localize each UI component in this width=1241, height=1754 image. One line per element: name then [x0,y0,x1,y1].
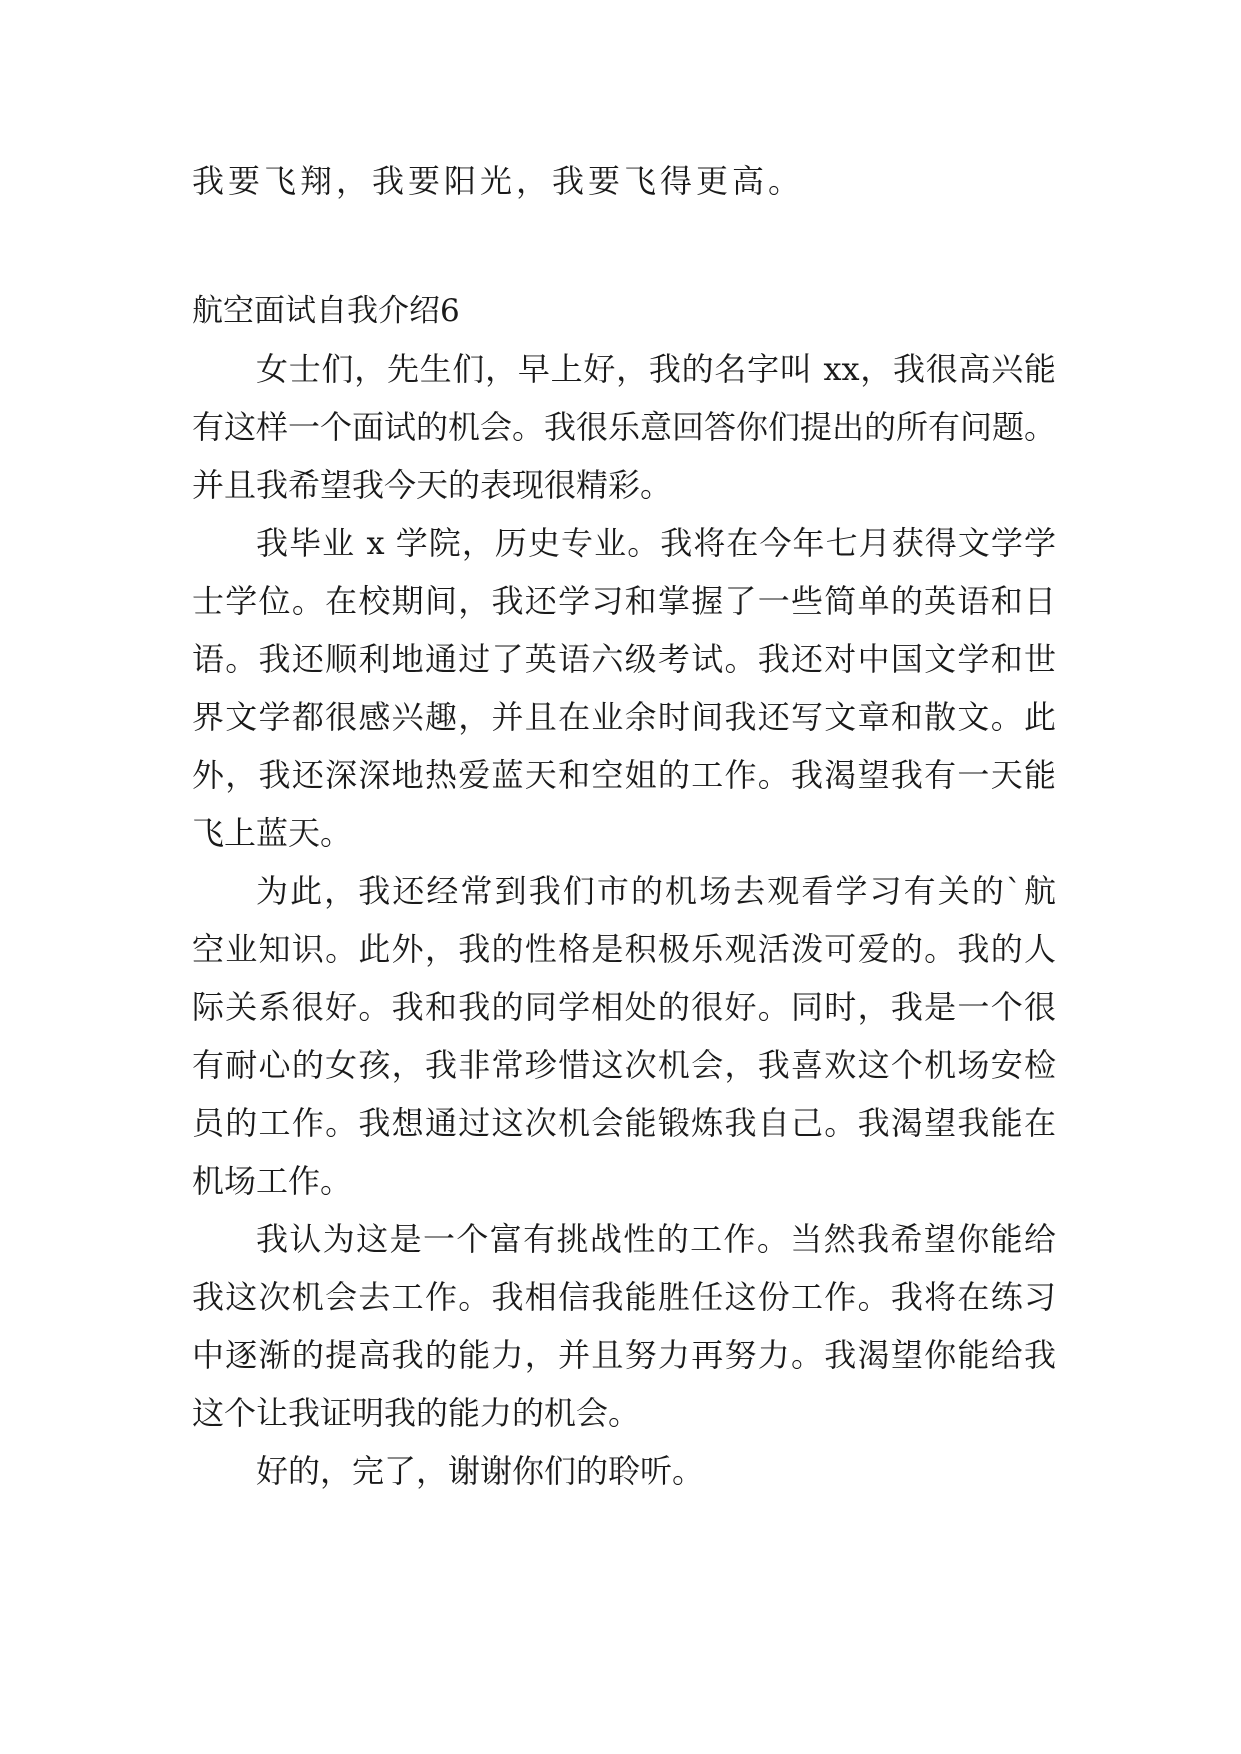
document-body [192,152,1056,1500]
paragraph-line: 我这次机会去工作。我相信我能胜任这份工作。我将在练习 [192,1278,1056,1316]
paragraph-line: 空业知识。此外，我的性格是积极乐观活泼可爱的。我的人 [192,930,1056,968]
paragraph-line: 员的工作。我想通过这次机会能锻炼我自己。我渴望我能在 [192,1104,1056,1142]
paragraph-line: 这个让我证明我的能力的机会。 [192,1394,641,1432]
paragraph-line: 界文学都很感兴趣，并且在业余时间我还写文章和散文。此 [192,698,1056,736]
paragraph-line: 好的，完了，谢谢你们的聆听。 [256,1452,705,1490]
opening-line: 我要飞翔，我要阳光，我要飞得更高。 [192,162,805,200]
paragraph-line: 我认为这是一个富有挑战性的工作。当然我希望你能给 [256,1220,1056,1258]
paragraph-line: 士学位。在校期间，我还学习和掌握了一些简单的英语和日 [192,582,1056,620]
paragraph-line: 飞上蓝天。 [192,814,353,852]
paragraph-line: 语。我还顺利地通过了英语六级考试。我还对中国文学和世 [192,640,1056,678]
paragraph-1 [192,340,1056,514]
paragraph-3 [192,862,1056,1210]
paragraph-line: 有这样一个面试的机会。我很乐意回答你们提出的所有问题。 [192,408,1057,446]
paragraph-line: 并且我希望我今天的表现很精彩。 [192,466,673,504]
paragraph-line: 女士们，先生们，早上好，我的名字叫 xx，我很高兴能 [256,350,1056,388]
paragraph-4 [192,1210,1056,1442]
section-heading: 航空面试自我介绍6 [192,293,460,329]
paragraph-line: 际关系很好。我和我的同学相处的很好。同时，我是一个很 [192,988,1056,1026]
paragraph-line: 中逐渐的提高我的能力，并且努力再努力。我渴望你能给我 [192,1336,1056,1374]
paragraph-5 [192,1442,1056,1500]
paragraph-line: 机场工作。 [192,1162,353,1200]
paragraph-2 [192,514,1056,862]
paragraph-line: 为此，我还经常到我们市的机场去观看学习有关的`航 [256,872,1056,910]
paragraph-line: 我毕业 x 学院，历史专业。我将在今年七月获得文学学 [256,524,1056,562]
paragraph-line: 外，我还深深地热爱蓝天和空姐的工作。我渴望我有一天能 [192,756,1056,794]
paragraph-line: 有耐心的女孩，我非常珍惜这次机会，我喜欢这个机场安检 [192,1046,1056,1084]
